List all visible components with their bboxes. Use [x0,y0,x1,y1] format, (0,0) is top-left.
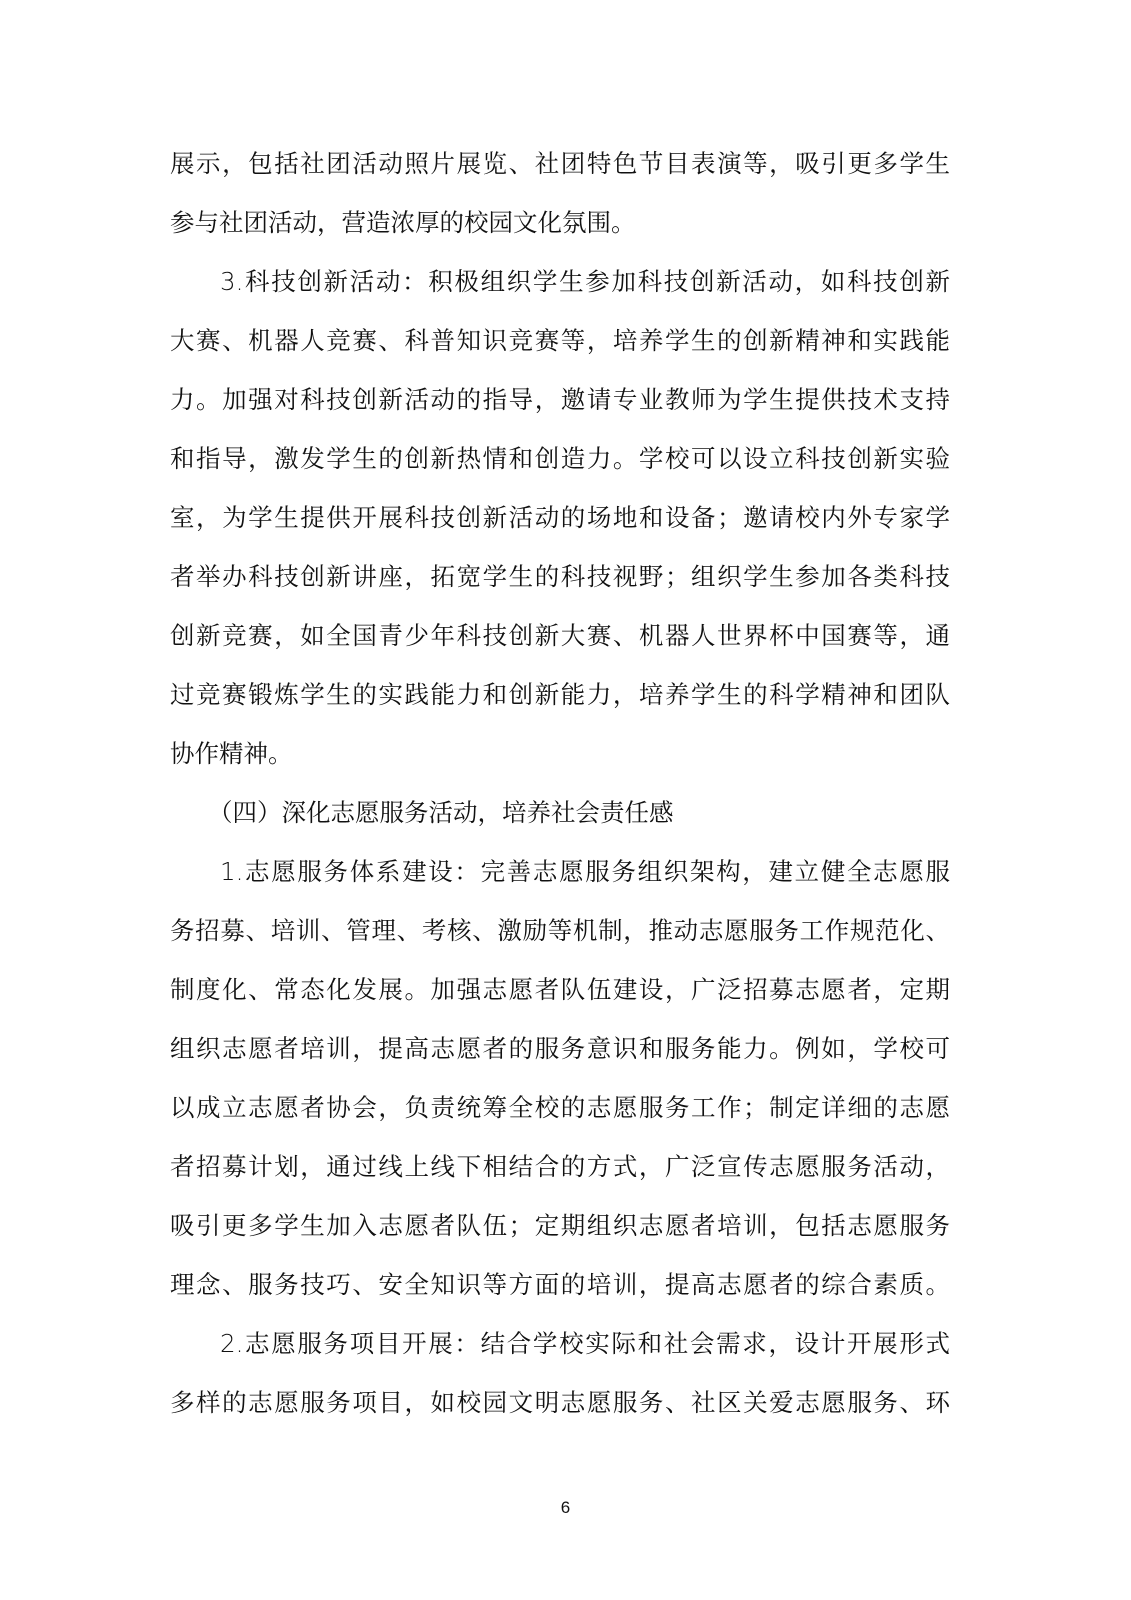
text-line: 创新竞赛，如全国青少年科技创新大赛、机器人世界杯中国赛等，通 [170,621,950,650]
text-line: 组织志愿者培训，提高志愿者的服务意识和服务能力。例如，学校可 [170,1034,950,1063]
text-line: 以成立志愿者协会，负责统筹全校的志愿服务工作；制定详细的志愿 [170,1093,950,1122]
text-line: 务招募、培训、管理、考核、激励等机制，推动志愿服务工作规范化、 [170,916,950,945]
text-line: 3.科技创新活动：积极组织学生参加科技创新活动，如科技创新 [220,267,950,296]
text-line: 过竞赛锻炼学生的实践能力和创新能力，培养学生的科学精神和团队 [170,680,950,709]
text-line: 2.志愿服务项目开展：结合学校实际和社会需求，设计开展形式 [220,1329,950,1358]
text-line: 室，为学生提供开展科技创新活动的场地和设备；邀请校内外专家学 [170,503,950,532]
page-number: 6 [560,1498,571,1517]
text-line: 展示，包括社团活动照片展览、社团特色节目表演等，吸引更多学生 [170,149,950,178]
text-line: 制度化、常态化发展。加强志愿者队伍建设，广泛招募志愿者，定期 [170,975,950,1004]
text-line: 参与社团活动，营造浓厚的校园文化氛围。 [170,208,636,237]
text-line: 和指导，激发学生的创新热情和创造力。学校可以设立科技创新实验 [170,444,950,473]
text-line: 1.志愿服务体系建设：完善志愿服务组织架构，建立健全志愿服 [220,857,950,886]
text-line: 吸引更多学生加入志愿者队伍；定期组织志愿者培训，包括志愿服务 [170,1211,950,1240]
text-line: 大赛、机器人竞赛、科普知识竞赛等，培养学生的创新精神和实践能 [170,326,950,355]
text-line: 理念、服务技巧、安全知识等方面的培训，提高志愿者的综合素质。 [170,1270,950,1299]
text-line: 者举办科技创新讲座，拓宽学生的科技视野；组织学生参加各类科技 [170,562,950,591]
text-line: 协作精神。 [170,739,293,768]
section-heading: （四）深化志愿服务活动，培养社会责任感 [208,798,674,827]
text-line: 力。加强对科技创新活动的指导，邀请专业教师为学生提供技术支持 [170,385,950,414]
text-line: 多样的志愿服务项目，如校园文明志愿服务、社区关爱志愿服务、环 [170,1388,950,1417]
text-line: 者招募计划，通过线上线下相结合的方式，广泛宣传志愿服务活动， [170,1152,950,1181]
